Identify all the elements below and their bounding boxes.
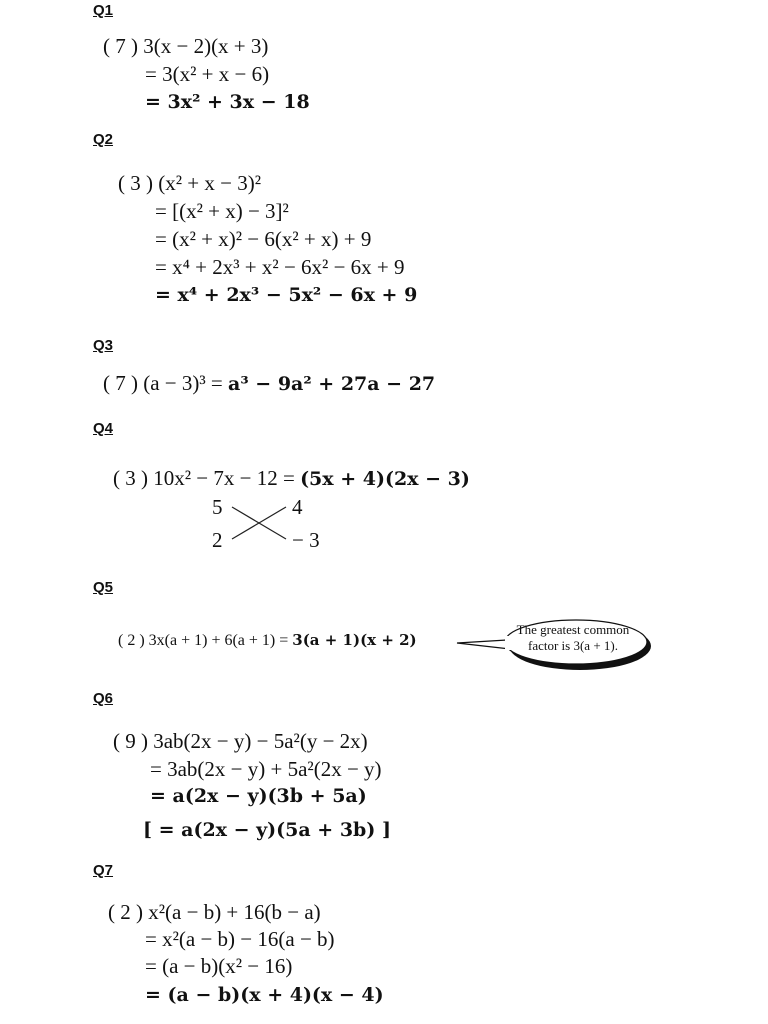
q4-cross-a: 5 [212,495,223,519]
q5-expression: ( 2 ) 3x(a + 1) + 6(a + 1) = [118,632,293,649]
q7-line-1: ( 2 ) x²(a − b) + 16(b − a) [108,900,321,924]
q5-answer: 3(a + 1)(x + 2) [292,631,417,649]
bubble-line-2: factor is 3(a + 1). [528,638,618,653]
q4-expression: ( 3 ) 10x² − 7x − 12 = [113,466,301,490]
q6-answer: = a(2x − y)(3b + 5a) [150,785,367,807]
q3-label: Q3 [93,337,114,354]
q6-label: Q6 [93,690,114,707]
q7-line-3: = (a − b)(x² − 16) [145,954,293,978]
q4-cross-c: 2 [212,528,223,552]
q4-cross-b: 4 [292,495,303,519]
q3-expression: ( 7 ) (a − 3)³ = [103,371,229,395]
q1-line-1: ( 7 ) 3(x − 2)(x + 3) [103,34,269,58]
q4-label: Q4 [93,420,114,437]
q7-line-2: = x²(a − b) − 16(a − b) [145,927,335,951]
q2-line-3: = (x² + x)² − 6(x² + x) + 9 [155,227,372,251]
q2-line-2: = [(x² + x) − 3]² [155,199,289,223]
q6-line-1: ( 9 ) 3ab(2x − y) − 5a²(y − 2x) [113,729,368,753]
q5-label: Q5 [93,579,114,596]
q1-label: Q1 [93,2,114,19]
q4-cross-diagram [230,503,288,543]
q2-line-4: = x⁴ + 2x³ + x² − 6x² − 6x + 9 [155,255,405,279]
bubble-line-1: The greatest common [516,622,630,637]
q1-line-2: = 3(x² + x − 6) [145,62,270,86]
q2-label: Q2 [93,131,114,148]
q1-answer: = 3x² + 3x − 18 [145,91,310,113]
q2-answer: = x⁴ + 2x³ − 5x² − 6x + 9 [155,284,418,306]
q7-answer: = (a − b)(x + 4)(x − 4) [145,984,384,1006]
q7-label: Q7 [93,862,114,879]
q6-line-2: = 3ab(2x − y) + 5a²(2x − y) [150,757,382,781]
q6-alt-answer: [ = a(2x − y)(5a + 3b) ] [143,819,391,841]
q4-answer: (5x + 4)(2x − 3) [300,468,470,490]
q2-line-1: ( 3 ) (x² + x − 3)² [118,171,262,195]
q4-cross-d: − 3 [292,528,320,552]
q3-answer: a³ − 9a² + 27a − 27 [228,373,436,395]
